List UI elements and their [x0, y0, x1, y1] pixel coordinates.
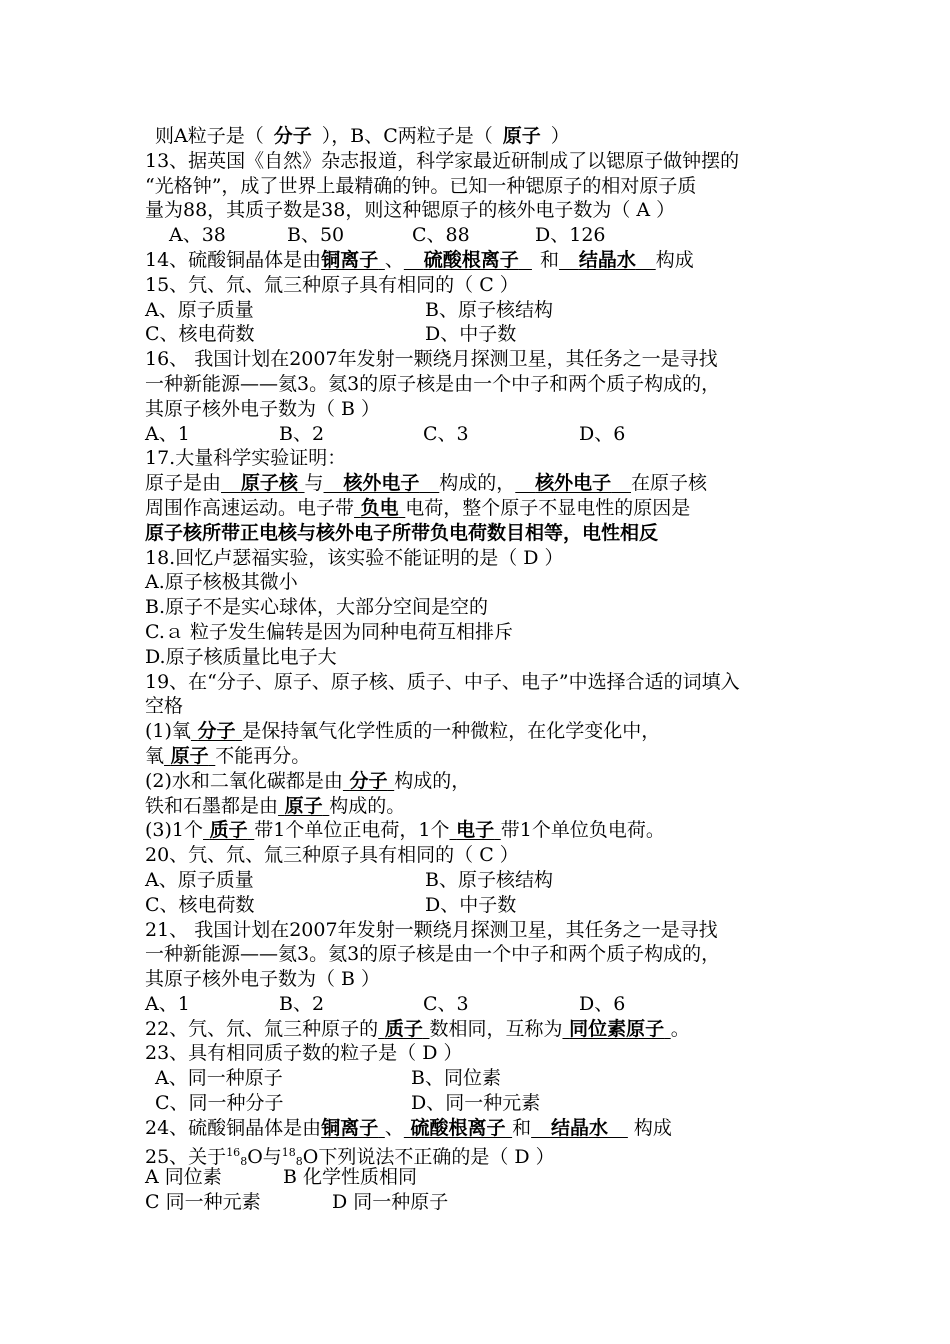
- answer-blank: 同位素原子: [569, 1017, 665, 1040]
- text: 数相同，互称为: [429, 1017, 563, 1040]
- line-q16-cont: 其原子核外电子数为（ B ）: [145, 397, 381, 420]
- text: O与: [247, 1145, 282, 1168]
- line-q19-1: [145, 719, 825, 744]
- text: 电荷，整个原子不显电性的原因是: [405, 496, 691, 519]
- answer-blank: 结晶水: [578, 248, 636, 271]
- option-c: C、核电荷数: [145, 893, 255, 916]
- answer-blank: 核外电子: [343, 472, 420, 495]
- line-q13-cont: 量为88，其质子数是38，则这种锶原子的核外电子数为（ A ）: [145, 199, 676, 222]
- text: ），B、C两粒子是（: [321, 125, 493, 147]
- text: (2)水和二氧化碳都是由: [145, 769, 343, 792]
- line-q16-cont: 一种新能源——氦3。氦3的原子核是由一个中子和两个质子构成的，: [145, 372, 721, 395]
- text: 、: [384, 248, 404, 271]
- option-a: A、同一种原子: [155, 1067, 283, 1090]
- text: 原子是由: [145, 472, 222, 495]
- text: 14、硫酸铜晶体是由: [145, 248, 322, 271]
- option-a: A 同位素: [145, 1166, 222, 1189]
- answer-blank: 质子: [384, 1017, 423, 1040]
- atomic-number: 8: [295, 1154, 303, 1168]
- option-a: A、1: [145, 992, 190, 1015]
- mass-number: 18: [281, 1145, 296, 1159]
- option-b: B、50: [287, 224, 345, 247]
- option-b: B、2: [279, 422, 325, 445]
- line-q23: 23、具有相同质子数的粒子是（ D ）: [145, 1042, 463, 1065]
- option-c: C、核电荷数: [145, 323, 255, 346]
- text: 22、氕、氘、氚三种原子的: [145, 1017, 379, 1040]
- line-q17-cont: [145, 471, 825, 496]
- option-b: B、原子核结构: [425, 298, 553, 321]
- line-q15: 15、氕、氘、氚三种原子具有相同的（ C ）: [145, 273, 519, 296]
- line-q13: 13、据英国《自然》杂志报道，科学家最近研制成了以锶原子做钟摆的: [145, 149, 740, 172]
- line-q23-options: [145, 1066, 825, 1091]
- answer-blank: 电子: [456, 819, 495, 842]
- line-q21-cont: 一种新能源——氦3。氦3的原子核是由一个中子和两个质子构成的，: [145, 943, 721, 966]
- line-q18-option-d: D.原子核质量比电子大: [145, 645, 337, 668]
- answer-blank: 核外电子: [535, 472, 612, 495]
- line-q18-option-a: A.原子核极其微小: [145, 571, 298, 594]
- option-c: C、3: [423, 422, 469, 445]
- option-c: C、88: [412, 224, 470, 247]
- line-q18-option-c: C.ａ 粒子发生偏转是因为同种电荷互相排斥: [145, 620, 513, 643]
- line-q13-cont: “光格钟”，成了世界上最精确的钟。已知一种锶原子的相对原子质: [145, 174, 697, 197]
- text: 带1个单位正电荷，1个: [254, 819, 450, 842]
- line-q19: 19、在“分子、原子、原子核、质子、中子、电子”中选择合适的词填入: [145, 670, 740, 693]
- line-q25: [145, 1141, 825, 1166]
- option-d: D、126: [535, 224, 606, 247]
- line-q20-options: [145, 868, 825, 893]
- answer-blank: 铜离子: [321, 1116, 379, 1139]
- text: 。: [670, 1017, 690, 1040]
- option-a: A、原子质量: [145, 868, 254, 891]
- line-q17-cont: [145, 496, 825, 521]
- line-q19-2: [145, 769, 825, 794]
- text: 24、硫酸铜晶体是由: [145, 1116, 322, 1139]
- answer-blank: 质子: [209, 819, 248, 842]
- answer-blank: 分子: [349, 769, 388, 792]
- option-d: D、同一种元素: [411, 1092, 541, 1115]
- text: 不能再分。: [215, 744, 311, 767]
- line-q20: 20、氕、氘、氚三种原子具有相同的（ C ）: [145, 844, 519, 867]
- text: (1)氧: [145, 720, 191, 743]
- text: 构成的，: [439, 472, 516, 495]
- answer-blank: 分子: [197, 720, 236, 743]
- text: 与: [304, 472, 324, 495]
- line-q18: 18.回忆卢瑟福实验，该实验不能证明的是（ D ）: [145, 546, 564, 569]
- text: 则A粒子是（: [155, 125, 264, 147]
- line-q19-cont: 空格: [145, 695, 184, 718]
- answer-blank: 硫酸根离子: [410, 1116, 506, 1139]
- option-c: C、3: [423, 992, 469, 1015]
- atomic-number: 8: [240, 1154, 248, 1168]
- text: 构成: [633, 1116, 672, 1139]
- option-a: A、原子质量: [145, 298, 254, 321]
- answer-blank: 铜离子: [321, 248, 379, 271]
- line-q24: [145, 1116, 825, 1141]
- option-b: B 化学性质相同: [283, 1166, 418, 1189]
- option-b: B、原子核结构: [425, 868, 553, 891]
- line-q13-options: [145, 223, 825, 248]
- line-q19-3: [145, 818, 825, 843]
- answer-blank: 结晶水: [550, 1116, 608, 1139]
- document-page: [145, 124, 825, 1215]
- line-q17: 17.大量科学实验证明：: [145, 447, 347, 470]
- text: 氧: [145, 744, 165, 767]
- line-q15-options: [145, 322, 825, 347]
- option-d: D 同一种原子: [332, 1191, 449, 1214]
- option-d: D、中子数: [425, 323, 517, 346]
- text: 、: [384, 1116, 404, 1139]
- text: O下列说法不正确的是（ D ）: [302, 1145, 555, 1168]
- option-d: D、中子数: [425, 893, 517, 916]
- line-q25-options: [145, 1165, 825, 1190]
- option-c: C 同一种元素: [145, 1191, 261, 1214]
- option-b: B、2: [279, 992, 325, 1015]
- option-d: D、6: [579, 992, 626, 1015]
- line-q12-answer: [145, 124, 825, 149]
- option-b: B、同位素: [411, 1067, 501, 1090]
- line-q21-cont: 其原子核外电子数为（ B ）: [145, 968, 381, 991]
- text: 在原子核: [631, 472, 708, 495]
- text: 25、关于: [145, 1145, 227, 1168]
- text: 构成: [655, 248, 694, 271]
- line-q21-options: [145, 992, 825, 1017]
- text: 和: [512, 1116, 532, 1139]
- answer-blank: 分子: [273, 125, 312, 147]
- text: (3)1个: [145, 819, 204, 842]
- text: 铁和石墨都是由: [145, 794, 279, 817]
- line-q20-options: [145, 893, 825, 918]
- option-a: A、1: [145, 422, 190, 445]
- text: 是保持氧气化学性质的一种微粒，在化学变化中，: [242, 720, 661, 743]
- answer-blank: 硫酸根离子: [423, 248, 519, 271]
- option-d: D、6: [579, 422, 626, 445]
- option-a: A、38: [169, 224, 226, 247]
- answer-blank: 原子: [170, 744, 209, 767]
- line-q23-options: [145, 1091, 825, 1116]
- line-q14: [145, 248, 825, 273]
- text: ）: [550, 125, 570, 147]
- text: 构成的，: [394, 769, 471, 792]
- option-c: C、同一种分子: [155, 1092, 284, 1115]
- answer-blank: 原子: [284, 794, 323, 817]
- mass-number: 16: [226, 1145, 241, 1159]
- answer-blank: 负电: [360, 496, 399, 519]
- line-q18-option-b: B.原子不是实心球体，大部分空间是空的: [145, 596, 489, 619]
- line-q16-options: [145, 422, 825, 447]
- line-q16: 16、 我国计划在2007年发射一颗绕月探测卫星，其任务之一是寻找: [145, 348, 718, 371]
- line-q15-options: [145, 298, 825, 323]
- line-q19-1-cont: [145, 744, 825, 769]
- line-q25-options: [145, 1190, 825, 1215]
- line-q19-2-cont: [145, 794, 825, 819]
- text: 和: [539, 248, 559, 271]
- line-q17-answer: 原子核所带正电核与核外电子所带负电荷数目相等，电性相反: [145, 521, 659, 544]
- line-q21: 21、 我国计划在2007年发射一颗绕月探测卫星，其任务之一是寻找: [145, 918, 718, 941]
- text: 周围作高速运动。电子带: [145, 496, 355, 519]
- text: 带1个单位负电荷。: [500, 819, 665, 842]
- line-q22: [145, 1017, 825, 1042]
- text: 构成的。: [329, 794, 406, 817]
- answer-blank: 原子: [502, 125, 541, 147]
- answer-blank: 原子核: [240, 472, 298, 495]
